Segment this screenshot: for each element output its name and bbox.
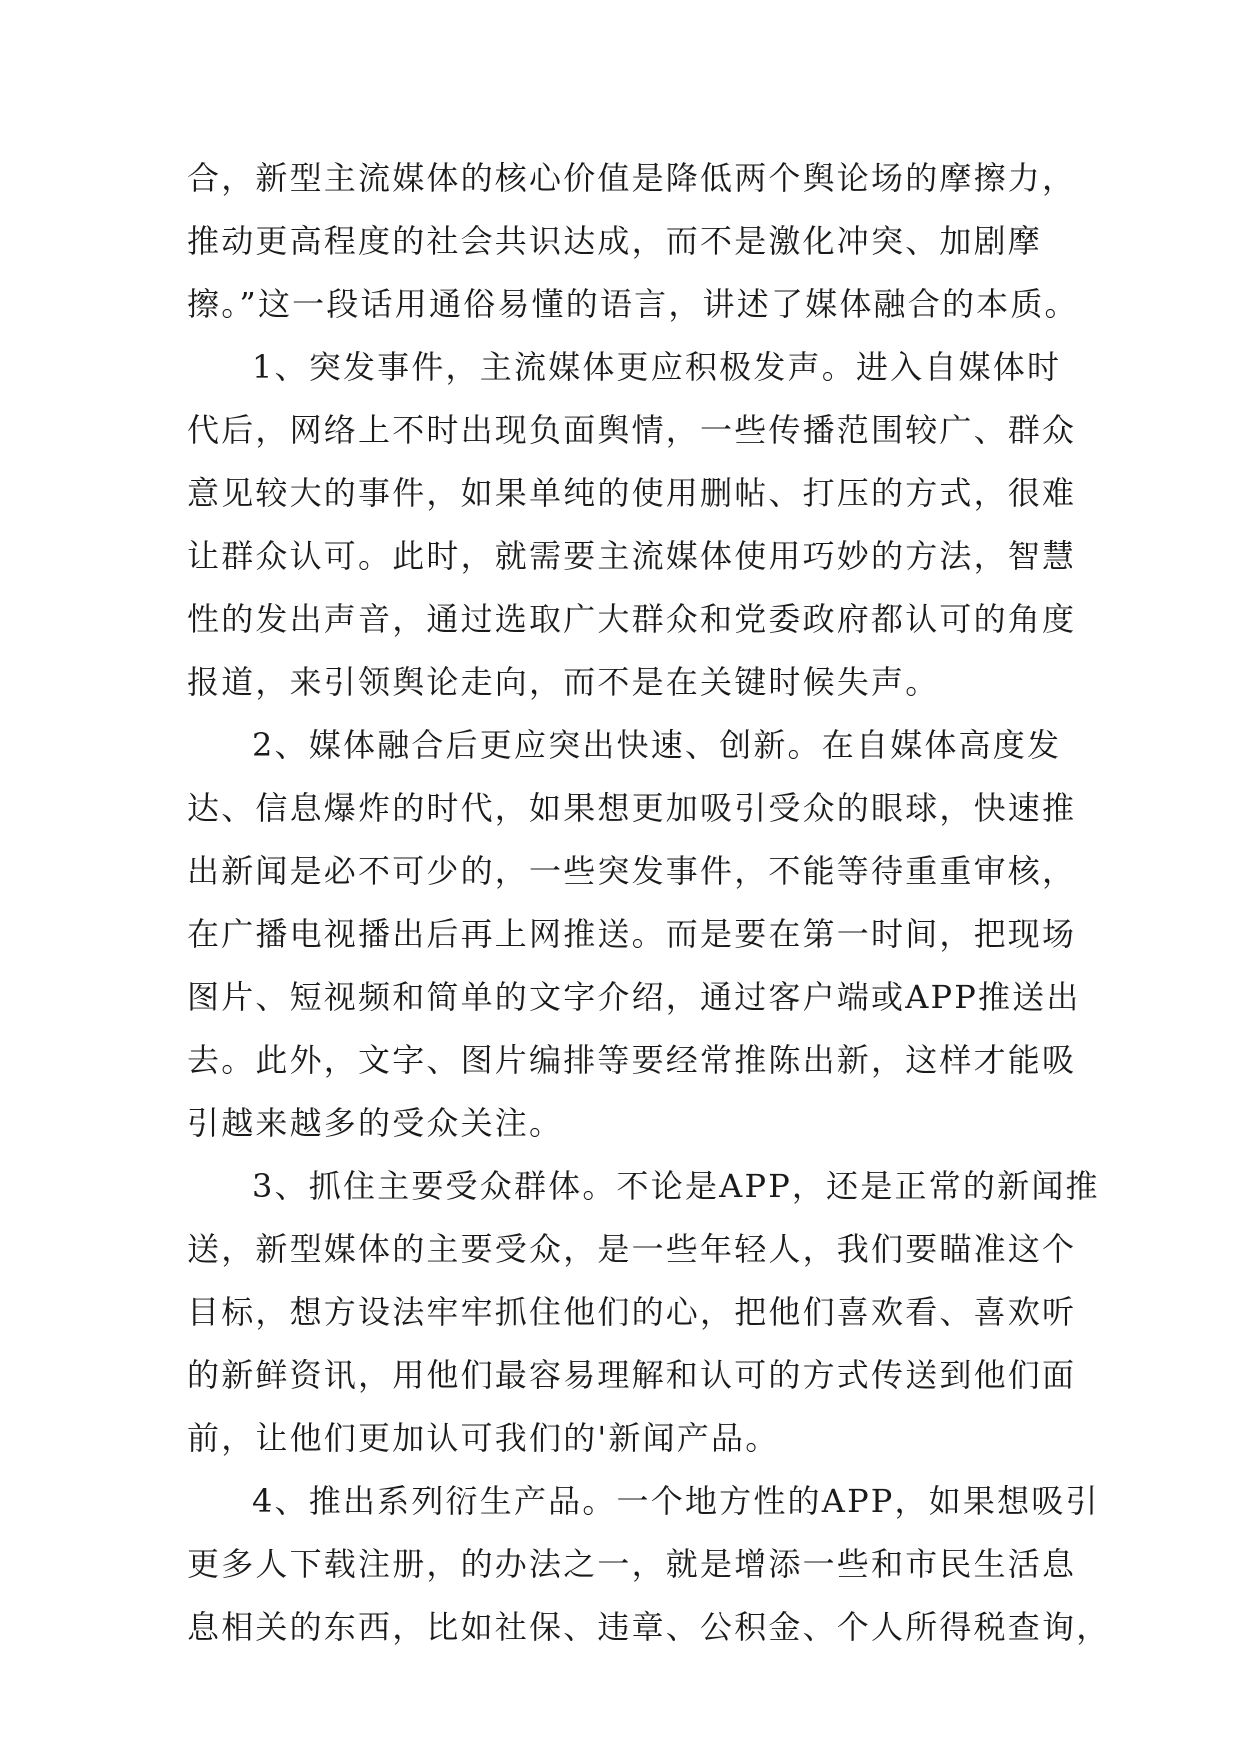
paragraph-start-line: 2、媒体融合后更应突出快速、创新。在自媒体高度发: [252, 726, 1062, 764]
text-line: 息相关的东西，比如社保、违章、公积金、个人所得税查询，: [187, 1608, 1111, 1646]
text-line: 推动更高程度的社会共识达成，而不是激化冲突、加剧摩: [187, 222, 1043, 260]
text-line: 达、信息爆炸的时代，如果想更加吸引受众的眼球，快速推: [187, 789, 1077, 827]
paragraph-start-line: 3、抓住主要受众群体。不论是APP，还是正常的新闻推: [252, 1167, 1100, 1205]
text-line: 意见较大的事件，如果单纯的使用删帖、打压的方式，很难: [187, 474, 1077, 512]
text-line: 目标，想方设法牢牢抓住他们的心，把他们喜欢看、喜欢听: [187, 1293, 1077, 1331]
text-line: 在广播电视播出后再上网推送。而是要在第一时间，把现场: [187, 915, 1077, 953]
text-line: 擦。”这一段话用通俗易懂的语言，讲述了媒体融合的本质。: [187, 285, 1079, 323]
text-line: 引越来越多的受众关注。: [187, 1104, 564, 1142]
text-line: 让群众认可。此时，就需要主流媒体使用巧妙的方法，智慧: [187, 537, 1077, 575]
text-line: 性的发出声音，通过选取广大群众和党委政府都认可的角度: [187, 600, 1077, 638]
text-line: 报道，来引领舆论走向，而不是在关键时候失声。: [187, 663, 940, 701]
paragraph-start-line: 1、突发事件，主流媒体更应积极发声。进入自媒体时: [252, 348, 1062, 386]
text-line: 代后，网络上不时出现负面舆情，一些传播范围较广、群众: [187, 411, 1077, 449]
text-line: 出新闻是必不可少的，一些突发事件，不能等待重重审核，: [187, 852, 1077, 890]
text-line: 更多人下载注册，的办法之一，就是增添一些和市民生活息: [187, 1545, 1077, 1583]
text-line: 图片、短视频和简单的文字介绍，通过客户端或APP推送出: [187, 978, 1081, 1016]
text-line: 前，让他们更加认可我们的'新闻产品。: [187, 1419, 780, 1457]
text-line: 合，新型主流媒体的核心价值是降低两个舆论场的摩擦力，: [187, 159, 1077, 197]
paragraph-start-line: 4、推出系列衍生产品。一个地方性的APP，如果想吸引: [252, 1482, 1100, 1520]
text-line: 的新鲜资讯，用他们最容易理解和认可的方式传送到他们面: [187, 1356, 1077, 1394]
text-line: 送，新型媒体的主要受众，是一些年轻人，我们要瞄准这个: [187, 1230, 1077, 1268]
text-line: 去。此外，文字、图片编排等要经常推陈出新，这样才能吸: [187, 1041, 1077, 1079]
